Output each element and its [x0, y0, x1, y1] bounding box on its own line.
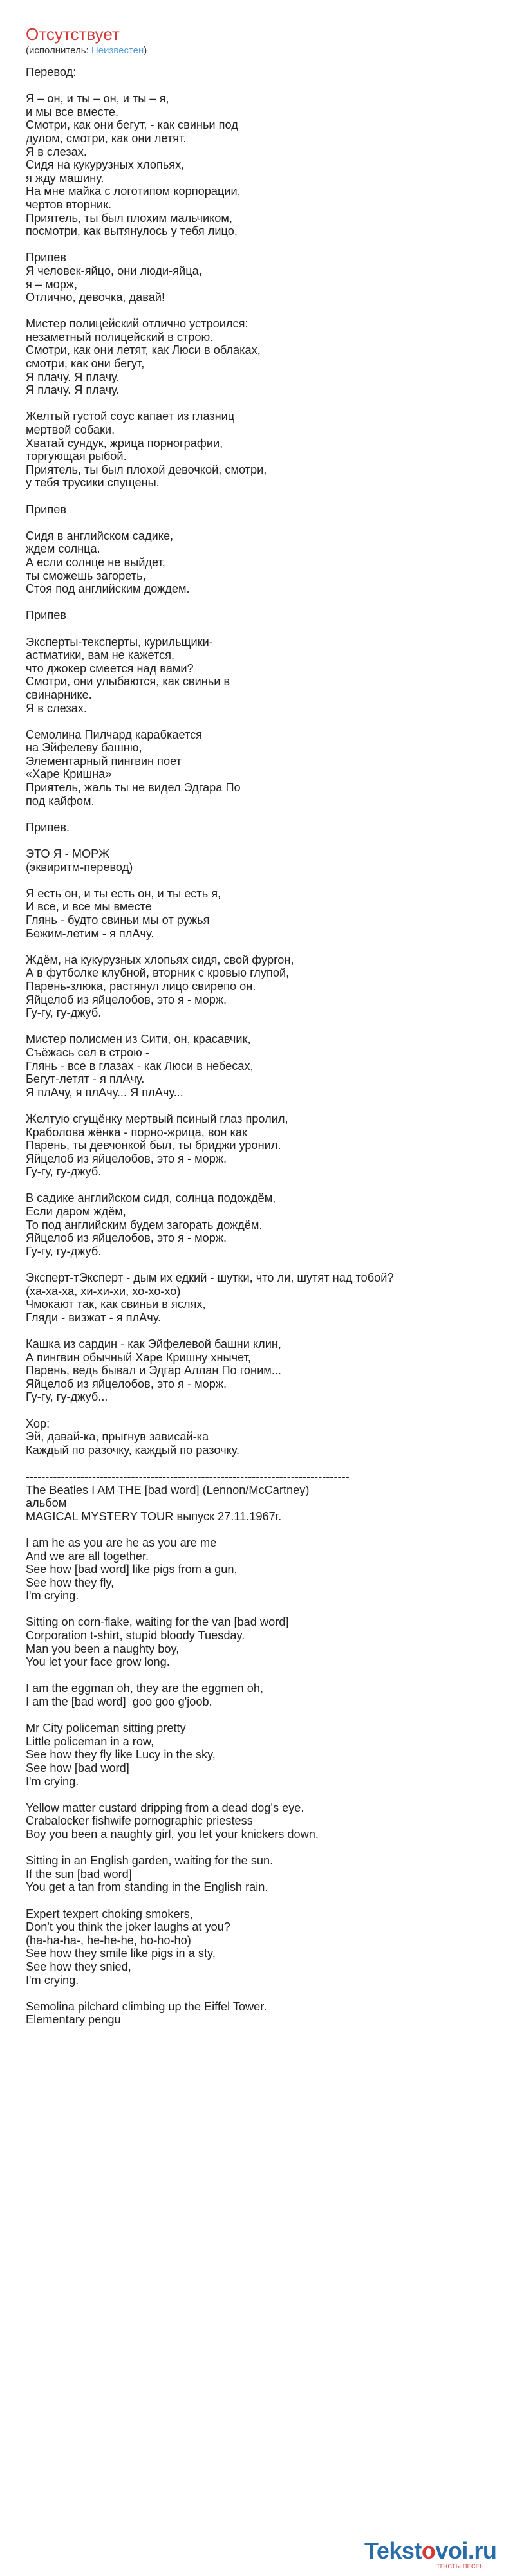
lyric-line: Глянь - будто свиньи мы от ружья: [26, 914, 210, 926]
lyric-line: Я плачу. Я плачу.: [26, 370, 120, 383]
logo-part-3: voi: [435, 2537, 468, 2564]
lyric-line: Эксперт-тЭксперт - дым их едкий - шутки, что ли, шутят над тобой?: [26, 1271, 394, 1285]
lyric-line: Яйцелоб из яйцелобов, это я - морж.: [26, 993, 227, 1006]
lyric-line: (ha-ha-ha-, he-he-he, ho-ho-ho): [26, 1933, 191, 1947]
lyric-line: Приятель, жаль ты не видел Эдгара По: [26, 781, 241, 795]
lyric-line: Я есть он, и ты есть он, и ты есть я,: [26, 887, 221, 900]
lyric-line: Ждём, на кукурузных хлопьях сидя, свой фургон,: [26, 953, 294, 966]
lyric-line: А пингвин обычный Харе Кришну хнычет,: [26, 1350, 251, 1364]
lyric-line: Бежим-летим - я плАчу.: [26, 926, 154, 940]
lyric-line: Мистер полисмен из Сити, он, красавчик,: [26, 1033, 251, 1046]
lyric-line: [26, 1324, 502, 1338]
lyric-line: Yellow matter custard dripping from a dead dog's eye.: [26, 1801, 304, 1814]
lyric-line: Элементарный пингвин поет: [26, 754, 182, 768]
lyric-line: Гу-гу, гу-джуб...: [26, 1390, 108, 1404]
logo-part-2: o: [421, 2537, 436, 2564]
lyric-line: [26, 1603, 502, 1616]
lyric-line: То под английским будем загорать дождём.: [26, 1218, 263, 1231]
lyric-line: Гу-гу, гу-джуб.: [26, 1165, 102, 1179]
page-title: Отсутствует: [26, 24, 120, 44]
lyric-line: Man you been a naughty boy,: [26, 1642, 180, 1655]
lyric-line: [26, 940, 502, 953]
lyric-line: под кайфом.: [26, 794, 95, 807]
lyric-line: Смотри, как они бегут, - как свиньи под: [26, 118, 238, 132]
lyric-line: у тебя трусики спущены.: [26, 476, 160, 490]
lyric-line: Гу-гу, гу-джуб.: [26, 1244, 102, 1258]
lyric-line: незаметный полицейский в строю.: [26, 330, 214, 344]
lyric-line: [26, 807, 502, 821]
lyric-line: Elementary pengu: [26, 2013, 121, 2027]
lyric-line: альбом: [26, 1496, 67, 1510]
lyric-line: Гу-гу, гу-джуб.: [26, 1006, 102, 1020]
lyric-line: Бегут-летят - я плАчу.: [26, 1072, 145, 1086]
lyric-line: Глянь - все в глазах - как Люси в небесах,: [26, 1059, 254, 1072]
lyric-line: [26, 1099, 502, 1112]
lyric-line: Мистер полицейский отлично устроился:: [26, 317, 248, 331]
lyric-line: (эквиритм-перевод): [26, 860, 133, 874]
lyric-line: и мы все вместе.: [26, 105, 119, 118]
lyric-line: [26, 238, 502, 252]
lyric-line: I am he as you are he as you are me: [26, 1536, 217, 1549]
lyric-line: [26, 304, 502, 318]
lyric-line: Я в слезах.: [26, 145, 87, 158]
lyric-line: Приятель, ты был плохим мальчиком,: [26, 211, 232, 225]
lyric-line: See how [bad word] like pigs from a gun,: [26, 1563, 238, 1576]
lyric-line: дулом, смотри, как они летят.: [26, 131, 187, 145]
lyric-line: ЭТО Я - МОРЖ: [26, 847, 109, 861]
lyric-line: Припев: [26, 251, 66, 264]
lyric-line: [26, 834, 502, 847]
lyric-line: А если солнце не выйдет,: [26, 555, 165, 569]
lyric-line: Я плачу. Я плачу.: [26, 383, 120, 397]
lyric-line: Приятель, ты был плохой девочкой, смотри,: [26, 463, 267, 476]
artist-link[interactable]: Неизвестен: [91, 45, 144, 56]
lyric-line: на Эйфелеву башню,: [26, 741, 142, 755]
lyric-line: И все, и все мы вместе: [26, 900, 152, 914]
lyric-line: [26, 1457, 502, 1470]
lyric-line: Эксперты-тексперты, курильщики-: [26, 635, 213, 649]
lyric-line: [26, 596, 502, 609]
lyric-line: смотри, как они бегут,: [26, 357, 145, 371]
lyric-line: Яйцелоб из яйцелобов, это я - морж.: [26, 1152, 227, 1165]
lyric-line: Желтую сгущёнку мертвый псиный глаз пролил,: [26, 1112, 288, 1125]
lyric-line: You get a tan from standing in the English rain.: [26, 1881, 268, 1894]
lyric-line: Яйцелоб из яйцелобов, это я - морж.: [26, 1231, 227, 1245]
lyric-line: мертвой собаки.: [26, 423, 115, 437]
lyric-line: Я человек-яйцо, они люди-яйца,: [26, 264, 202, 277]
lyric-line: [26, 516, 502, 529]
lyric-line: [26, 1987, 502, 2000]
lyric-line: If the sun [bad word]: [26, 1867, 132, 1881]
lyric-line: See how they smile like pigs in a sty,: [26, 1947, 216, 1960]
lyric-line: Boy you been a naughty girl, you let your knickers down.: [26, 1827, 319, 1841]
lyric-line: свинарнике.: [26, 688, 92, 701]
lyric-line: [26, 1894, 502, 1908]
lyric-line: Парень, ты девчонкой был, ты бриджи уронил.: [26, 1139, 281, 1152]
lyric-line: Перевод:: [26, 66, 77, 78]
lyric-line: Don't you think the joker laughs at you?: [26, 1920, 230, 1934]
logo-suffix: .ru: [467, 2537, 497, 2564]
lyric-line: Чмокают так, как свиньи в яслях,: [26, 1298, 206, 1311]
lyric-line: Припев: [26, 609, 66, 622]
lyric-line: I'm crying.: [26, 1589, 79, 1603]
lyric-line: [26, 1841, 502, 1855]
lyric-line: торгующая рыбой.: [26, 450, 127, 463]
lyric-line: [26, 1258, 502, 1271]
lyric-line: ты сможешь загореть,: [26, 569, 146, 582]
lyric-line: что джокер смеется над вами?: [26, 661, 194, 675]
lyric-line: See how they snied,: [26, 1960, 131, 1973]
lyric-line: (ха-ха-ха, хи-хи-хи, хо-хо-хо): [26, 1284, 181, 1298]
lyric-line: Expert texpert choking smokers,: [26, 1907, 193, 1920]
lyric-line: Mr City policeman sitting pretty: [26, 1722, 186, 1735]
lyric-line: Semolina pilchard climbing up the Eiffel Tower.: [26, 2000, 267, 2013]
lyric-line: Парень, ведь бывал и Эдгар Аллан По гоним...: [26, 1364, 281, 1377]
lyric-line: I am the [bad word] goo goo g'joob.: [26, 1695, 212, 1709]
lyrics-text: [26, 66, 502, 2027]
lyric-line: I'm crying.: [26, 1774, 79, 1788]
lyric-line: Парень-злюка, растянул лицо свирепо он.: [26, 979, 256, 993]
lyric-line: [26, 1709, 502, 1722]
lyric-line: Гляди - визжат - я плАчу.: [26, 1311, 162, 1324]
lyric-line: [26, 874, 502, 887]
lyric-line: Смотри, они улыбаются, как свиньи в: [26, 675, 230, 688]
lyric-line: [26, 79, 502, 93]
lyric-line: [26, 715, 502, 728]
lyric-line: Съёжась сел в строю -: [26, 1045, 149, 1059]
lyric-line: [26, 1669, 502, 1682]
lyric-line: Эй, давай-ка, прыгнув зависай-ка: [26, 1430, 209, 1444]
artist-prefix: (исполнитель:: [26, 45, 91, 56]
lyric-line: я жду машину.: [26, 171, 104, 185]
lyric-line: Если даром ждём,: [26, 1205, 126, 1219]
lyric-line: Corporation t-shirt, stupid bloody Tuesday.: [26, 1629, 245, 1642]
lyric-line: [26, 622, 502, 636]
lyric-line: посмотри, как вытянулось у тебя лицо.: [26, 225, 238, 238]
lyric-line: [26, 490, 502, 503]
lyric-line: Смотри, как они летят, как Люси в облаках,: [26, 344, 261, 357]
lyric-line: На мне майка с логотипом корпорации,: [26, 185, 241, 198]
lyric-line: I am the eggman oh, they are the eggmen oh,: [26, 1682, 264, 1695]
lyric-line: Семолина Пилчард карабкается: [26, 728, 203, 741]
lyric-line: Отлично, девочка, давай!: [26, 291, 165, 304]
lyric-line: Хор:: [26, 1417, 50, 1430]
lyric-line: See how they fly like Lucy in the sky,: [26, 1748, 216, 1762]
artist-suffix: ): [144, 45, 147, 56]
lyric-line: See how [bad word]: [26, 1762, 129, 1774]
lyric-line: Я – он, и ты – он, и ты – я,: [26, 92, 169, 106]
site-logo[interactable]: [364, 2537, 515, 2570]
lyric-line: The Beatles I AM THE [bad word] (Lennon/McCartney): [26, 1483, 310, 1496]
lyric-line: [26, 397, 502, 410]
lyric-line: -----------------------------------------------------------------------------------: [26, 1469, 350, 1483]
lyric-line: А в футболке клубной, вторник с кровью глупой,: [26, 966, 290, 980]
lyric-line: Припев.: [26, 820, 70, 834]
lyric-line: See how they fly,: [26, 1576, 115, 1589]
lyric-line: And we are all together.: [26, 1549, 149, 1563]
lyric-line: Каждый по разочку, каждый по разочку.: [26, 1443, 240, 1457]
lyric-line: «Харе Кришна»: [26, 768, 112, 781]
lyric-line: [26, 1020, 502, 1033]
logo-tagline: ТЕКСТЫ ПЕСЕН: [436, 2563, 484, 2570]
lyric-line: чертов вторник.: [26, 198, 112, 211]
lyric-line: [26, 1788, 502, 1801]
lyric-line: [26, 1404, 502, 1417]
lyric-line: Сидя в английском садике,: [26, 529, 174, 542]
lyric-line: Стоя под английским дождем.: [26, 582, 190, 596]
lyric-line: ждем солнца.: [26, 542, 100, 556]
lyric-line: Сидя на кукурузных хлопьях,: [26, 158, 185, 172]
lyric-line: Кашка из сардин - как Эйфелевой башни клин,: [26, 1338, 281, 1350]
lyric-line: Я плАчу, я плАчу... Я плАчу...: [26, 1085, 183, 1099]
logo-part-1: Tekst: [364, 2537, 422, 2564]
lyric-line: Хватай сундук, жрица порнографии,: [26, 436, 223, 450]
lyric-line: Краболова жёнка - порно-жрица, вон как: [26, 1125, 247, 1139]
lyric-line: В садике английском сидя, солнца подождём,: [26, 1191, 276, 1205]
lyric-line: Припев: [26, 502, 66, 516]
artist-line: [26, 45, 147, 56]
lyric-line: я – морж,: [26, 277, 78, 291]
lyric-line: [26, 1179, 502, 1192]
lyric-line: Crabalocker fishwife pornographic priestess: [26, 1814, 253, 1828]
lyric-line: Little policeman in a row,: [26, 1734, 154, 1748]
lyric-line: You let your face grow long.: [26, 1655, 170, 1669]
lyric-line: Желтый густой соус капает из глазниц: [26, 410, 235, 423]
lyric-line: MAGICAL MYSTERY TOUR выпуск 27.11.1967г.: [26, 1509, 282, 1523]
lyric-line: I'm crying.: [26, 1973, 79, 1987]
logo-wordmark: [364, 2537, 496, 2564]
lyric-line: Яйцелоб из яйцелобов, это я - морж.: [26, 1377, 227, 1390]
lyric-line: Sitting on corn-flake, waiting for the van [bad word]: [26, 1615, 289, 1629]
lyric-line: Я в слезах.: [26, 701, 87, 715]
lyric-line: [26, 1523, 502, 1536]
lyric-line: Sitting in an English garden, waiting for the sun.: [26, 1854, 274, 1868]
lyric-line: астматики, вам не кажется,: [26, 649, 175, 662]
